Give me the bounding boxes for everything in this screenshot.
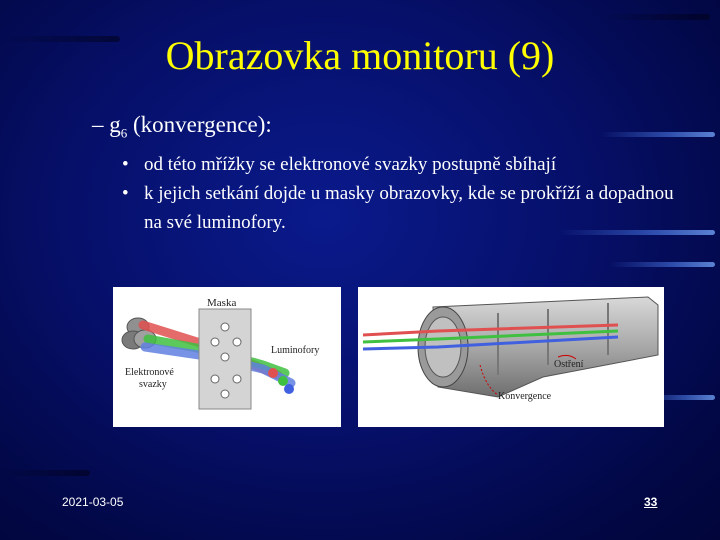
phosphors-label: Luminofory xyxy=(271,345,320,356)
background-streak xyxy=(600,14,710,20)
mask-diagram xyxy=(113,287,341,427)
mask-hole xyxy=(221,390,229,398)
green-phosphor xyxy=(278,376,288,386)
mask-hole xyxy=(221,353,229,361)
bullet-item xyxy=(122,150,692,179)
footer-date: 2021-03-05 xyxy=(62,495,124,509)
bullet-list xyxy=(122,150,692,237)
bullet-text: od této mřížky se elektronové svazky postupně sbíhají xyxy=(144,154,557,175)
bullet-glyph: • xyxy=(122,154,129,175)
mask-hole xyxy=(233,375,241,383)
bullet-text: k jejich setkání dojde u masky obrazovky, kde se prokříží a dopadnou na své luminofory. xyxy=(144,183,674,233)
mask-hole xyxy=(233,338,241,346)
level1-subscript: 6 xyxy=(120,125,128,141)
background-streak xyxy=(0,470,90,476)
bullet-glyph: • xyxy=(122,183,129,204)
blue-phosphor xyxy=(284,384,294,394)
mask-hole xyxy=(221,323,229,331)
convergence-label: Konvergence xyxy=(498,391,552,402)
beams-label-line2: svazky xyxy=(139,379,167,390)
background-streak xyxy=(600,132,715,137)
bullet-item xyxy=(122,179,692,237)
mask-hole xyxy=(211,375,219,383)
level1-dash: – xyxy=(92,112,104,137)
mask-hole xyxy=(211,338,219,346)
background-streak xyxy=(610,262,715,267)
level1-rest: (konvergence): xyxy=(127,112,272,137)
red-phosphor xyxy=(268,368,278,378)
crt-cutaway-diagram xyxy=(358,287,664,427)
beams-label-line1: Elektronové xyxy=(125,367,174,378)
level1-label: g xyxy=(109,112,121,137)
level1-item xyxy=(92,112,272,142)
focus-label: Ostření xyxy=(554,359,584,370)
mask-label: Maska xyxy=(207,297,237,309)
page-number: 33 xyxy=(644,495,658,509)
slide-title: Obrazovka monitoru (9) xyxy=(165,33,555,78)
